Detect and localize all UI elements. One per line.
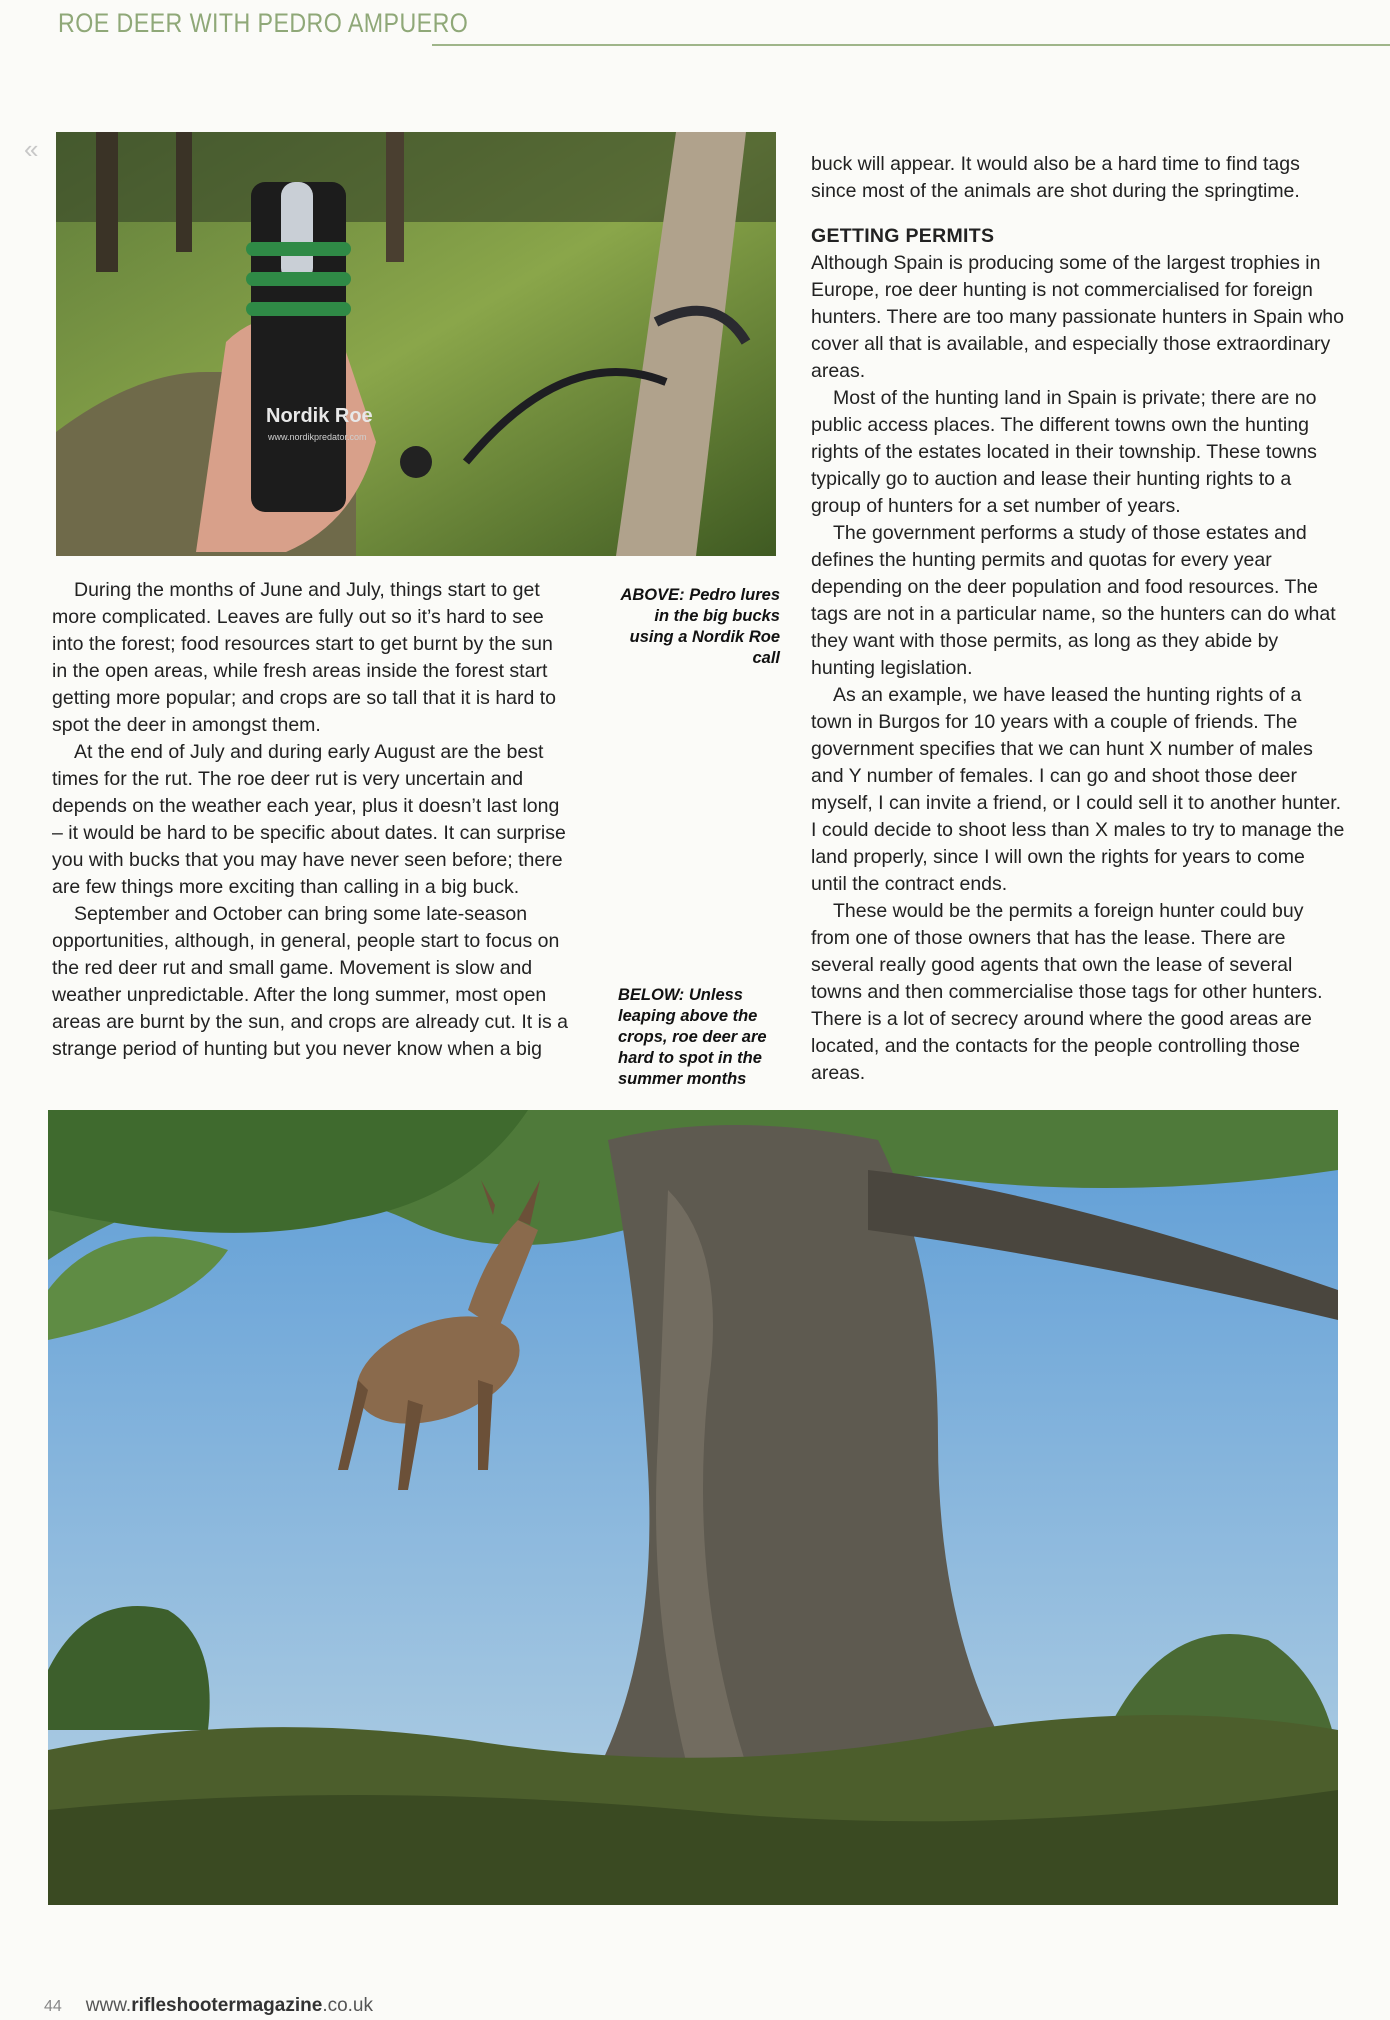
right-paragraph-4: As an example, we have leased the hunting rights of a town in Burgos for 10 years with a couple of friends. The government specifies that we can hunt X number of males and Y number of females. I can go and shoot those deer myself, I can invite a friend, or I could sell it to another hunter. I could decide to shoot less than X males to try to manage the land properly, since I will own the rights for years to come until the contract ends. — [811, 684, 1345, 895]
right-paragraph-5: These would be the permits a foreign hunter could buy from one of those owners that has the lease. There are several really good agents that own the lease of several towns and then commercialise those tags for other hunters. There is a lot of secrecy around where the good areas are located, and the contacts for the people controlling those areas. — [811, 900, 1323, 1084]
running-header: ROE DEER WITH PEDRO AMPUERO — [58, 8, 469, 38]
left-paragraph-2: At the end of July and during early August are the best times for the rut. The roe deer rut is very uncertain and depends on the weather each year, plus it doesn’t last long – it would be hard to be specific about dates. It can surprise you with bucks that you may have never seen before; there are few things more exciting than calling in a big buck. — [52, 741, 566, 898]
page-footer — [44, 1995, 373, 2017]
call-url-text: www.nordikpredator.com — [268, 432, 367, 442]
caption-above: ABOVE: Pedro lures in the big bucks using a Nordik Roe call — [620, 586, 780, 667]
right-paragraph-3: The government performs a study of those estates and defines the hunting permits and quotas for every year depending on the deer population and food resources. The tags are not in a particular name, so the hunters can do what they want with those permits, as long as they abide by hunting legislation. — [811, 522, 1336, 679]
back-chevron-icon[interactable]: « — [24, 134, 39, 164]
footer-url-brand[interactable]: rifleshootermagazine — [131, 1995, 323, 2016]
right-paragraph-1: Although Spain is producing some of the largest trophies in Europe, roe deer hunting is not commercialised for foreign hunters. There are too many passionate hunters in Spain who cover all that is available, and especially those extraordinary areas. — [811, 252, 1344, 382]
footer-url-prefix[interactable]: www. — [85, 1995, 132, 2016]
subheading-getting-permits: GETTING PERMITS — [811, 225, 995, 247]
photo-leaping-roe-deer-image — [48, 1110, 1338, 1905]
page-number: 44 — [44, 1998, 62, 2015]
left-paragraph-3: September and October can bring some late-season opportunities, although, in general, people start to focus on the red deer rut and small game. Movement is slow and weather unpredictable. After the long summer, most open areas are burnt by the sun, and crops are already cut. It is a strange period of hunting but you never know when a big — [52, 903, 568, 1060]
photo-deer-call — [56, 132, 776, 556]
header-rule — [432, 44, 1390, 46]
right-paragraph-2: Most of the hunting land in Spain is private; there are no public access places. The different towns own the hunting rights of the estates located in their township. These towns typically go to auction and lease their hunting rights to a group of hunters for a set number of years. — [811, 387, 1317, 517]
left-paragraph-1: During the months of June and July, things start to get more complicated. Leaves are fully out so it’s hard to see into the forest; food resources start to get burnt by the sun in the open areas, while fresh areas inside the forest start getting more popular; and crops are so tall that it is hard to spot the deer in amongst them. — [52, 579, 557, 736]
footer-url-suffix[interactable]: .co.uk — [322, 1995, 374, 2016]
photo-deer-call-image — [56, 132, 776, 556]
left-column — [52, 577, 572, 1063]
right-paragraph-0: buck will appear. It would also be a hard time to find tags since most of the animals are shot during the springtime. — [811, 153, 1300, 202]
right-column — [811, 151, 1345, 1087]
photo-leaping-roe-deer — [48, 1110, 1338, 1905]
caption-below: BELOW: Unless leaping above the crops, roe deer are hard to spot in the summer months — [618, 986, 767, 1088]
call-brand-text: Nordik Roe — [266, 405, 373, 427]
